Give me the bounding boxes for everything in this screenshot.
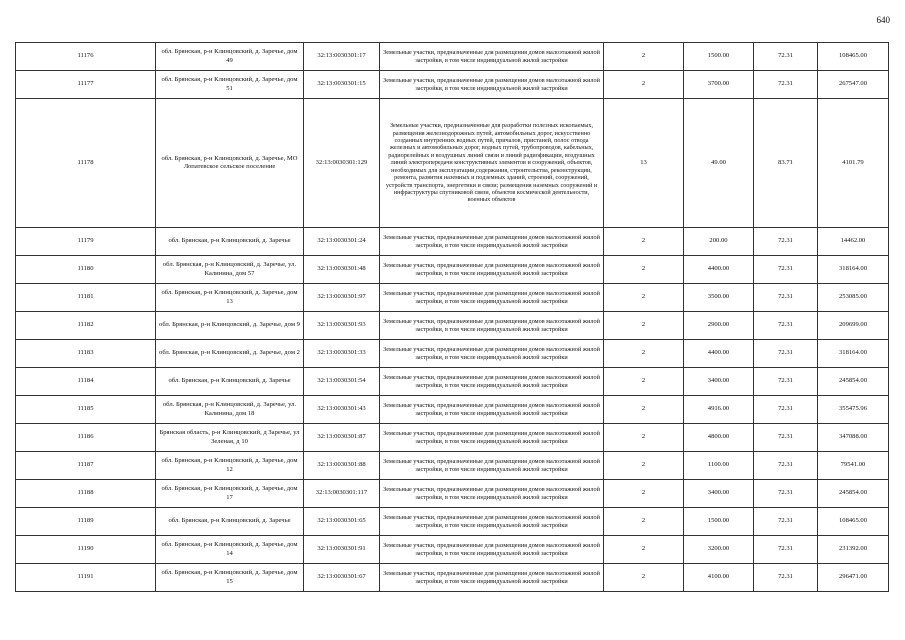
- cadastral-value-cell: 267547.00: [818, 71, 889, 99]
- specific-value-cell: 72.31: [754, 396, 818, 424]
- record-number: 11187: [16, 452, 156, 480]
- use-group-cell: 2: [604, 536, 684, 564]
- table-row: [16, 508, 889, 536]
- land-use-cell: Земельные участки, предназначенные для размещения домов малоэтажной жилой застройки, в том числе индивидуальной жилой застройки: [380, 340, 604, 368]
- record-number: 11180: [16, 256, 156, 284]
- table-row: [16, 256, 889, 284]
- cadastral-number-cell: 32:13:0030301:67: [304, 564, 380, 592]
- cadastral-number-cell: 32:13:0030301:24: [304, 228, 380, 256]
- cadastral-value-cell: 253085.00: [818, 284, 889, 312]
- land-registry-table: [15, 42, 889, 592]
- table-row: [16, 396, 889, 424]
- area-cell: 4400.00: [684, 340, 754, 368]
- use-group-cell: 13: [604, 99, 684, 228]
- record-number: 11177: [16, 71, 156, 99]
- cadastral-value-cell: 245854.00: [818, 368, 889, 396]
- table-row: [16, 71, 889, 99]
- area-cell: 49.00: [684, 99, 754, 228]
- land-use-cell: Земельные участки, предназначенные для размещения домов малоэтажной жилой застройки, в том числе индивидуальной жилой застройки: [380, 452, 604, 480]
- area-cell: 1500.00: [684, 508, 754, 536]
- record-number: 11178: [16, 99, 156, 228]
- cadastral-value-cell: 209699.00: [818, 312, 889, 340]
- cadastral-number-cell: 32:13:0030301:87: [304, 424, 380, 452]
- cadastral-number-cell: 32:13:0030301:15: [304, 71, 380, 99]
- area-cell: 3400.00: [684, 480, 754, 508]
- specific-value-cell: 72.31: [754, 312, 818, 340]
- area-cell: 3700.00: [684, 71, 754, 99]
- area-cell: 2900.00: [684, 312, 754, 340]
- address-cell: Брянская область, р-н Клинцовский, д Заречье, ул Зеленая, д 10: [156, 424, 304, 452]
- table-row: [16, 564, 889, 592]
- land-use-cell: Земельные участки, предназначенные для размещения домов малоэтажной жилой застройки, в том числе индивидуальной жилой застройки: [380, 71, 604, 99]
- use-group-cell: 2: [604, 396, 684, 424]
- land-use-cell: Земельные участки, предназначенные для размещения домов малоэтажной жилой застройки, в том числе индивидуальной жилой застройки: [380, 312, 604, 340]
- table-row: [16, 536, 889, 564]
- specific-value-cell: 83.71: [754, 99, 818, 228]
- cadastral-value-cell: 318164.00: [818, 340, 889, 368]
- record-number: 11188: [16, 480, 156, 508]
- record-number: 11181: [16, 284, 156, 312]
- use-group-cell: 2: [604, 256, 684, 284]
- table-row: [16, 452, 889, 480]
- cadastral-value-cell: 318164.00: [818, 256, 889, 284]
- specific-value-cell: 72.31: [754, 452, 818, 480]
- table-row: [16, 340, 889, 368]
- use-group-cell: 2: [604, 480, 684, 508]
- specific-value-cell: 72.31: [754, 71, 818, 99]
- record-number: 11185: [16, 396, 156, 424]
- area-cell: 4400.00: [684, 256, 754, 284]
- specific-value-cell: 72.31: [754, 536, 818, 564]
- land-use-cell: Земельные участки, предназначенные для размещения домов малоэтажной жилой застройки, в том числе индивидуальной жилой застройки: [380, 536, 604, 564]
- specific-value-cell: 72.31: [754, 340, 818, 368]
- specific-value-cell: 72.31: [754, 480, 818, 508]
- specific-value-cell: 72.31: [754, 564, 818, 592]
- cadastral-value-cell: 108465.00: [818, 508, 889, 536]
- cadastral-number-cell: 32:13:0030301:54: [304, 368, 380, 396]
- address-cell: обл. Брянская, р-н Клинцовский, д. Заречье, дом 13: [156, 284, 304, 312]
- use-group-cell: 2: [604, 452, 684, 480]
- use-group-cell: 2: [604, 368, 684, 396]
- cadastral-number-cell: 32:13:0030301:33: [304, 340, 380, 368]
- record-number: 11190: [16, 536, 156, 564]
- table-row: [16, 284, 889, 312]
- cadastral-value-cell: 231392.00: [818, 536, 889, 564]
- area-cell: 4800.00: [684, 424, 754, 452]
- land-use-cell: Земельные участки, предназначенные для размещения домов малоэтажной жилой застройки, в том числе индивидуальной жилой застройки: [380, 284, 604, 312]
- cadastral-value-cell: 108465.00: [818, 43, 889, 71]
- cadastral-value-cell: 347088.00: [818, 424, 889, 452]
- use-group-cell: 2: [604, 43, 684, 71]
- specific-value-cell: 72.31: [754, 508, 818, 536]
- table-row: [16, 312, 889, 340]
- use-group-cell: 2: [604, 228, 684, 256]
- record-number: 11179: [16, 228, 156, 256]
- land-use-cell: Земельные участки, предназначенные для размещения домов малоэтажной жилой застройки, в том числе индивидуальной жилой застройки: [380, 368, 604, 396]
- record-number: 11184: [16, 368, 156, 396]
- specific-value-cell: 72.31: [754, 284, 818, 312]
- cadastral-value-cell: 4101.79: [818, 99, 889, 228]
- land-use-cell: Земельные участки, предназначенные для размещения домов малоэтажной жилой застройки, в том числе индивидуальной жилой застройки: [380, 424, 604, 452]
- land-use-cell: Земельные участки, предназначенные для размещения домов малоэтажной жилой застройки, в том числе индивидуальной жилой застройки: [380, 396, 604, 424]
- address-cell: обл. Брянская, р-н Клинцовский, д. Заречье, дом 17: [156, 480, 304, 508]
- use-group-cell: 2: [604, 508, 684, 536]
- address-cell: обл. Брянская, р-н Клинцовский, д. Заречье, дом 12: [156, 452, 304, 480]
- record-number: 11176: [16, 43, 156, 71]
- address-cell: обл. Брянская, р-н Клинцовский, д. Заречье: [156, 508, 304, 536]
- cadastral-value-cell: 355475.96: [818, 396, 889, 424]
- table-body: [16, 43, 889, 592]
- cadastral-value-cell: 79541.00: [818, 452, 889, 480]
- table-row: [16, 99, 889, 228]
- specific-value-cell: 72.31: [754, 368, 818, 396]
- address-cell: обл. Брянская, р-н Клинцовский, д. Заречье, дом 9: [156, 312, 304, 340]
- cadastral-number-cell: 32:13:0030301:17: [304, 43, 380, 71]
- cadastral-number-cell: 32:13:0030301:93: [304, 312, 380, 340]
- address-cell: обл. Брянская, р-н Клинцовский, д. Заречье, дом 14: [156, 536, 304, 564]
- address-cell: обл. Брянская, р-н Клинцовский, д. Заречье: [156, 368, 304, 396]
- use-group-cell: 2: [604, 312, 684, 340]
- land-use-cell: Земельные участки, предназначенные для разработки полезных ископаемых, размещения железнодорожных путей, автомобильных дорог, искусственно созданных внутренних водных путей, причалов, пристаней, полос отвода железных и автомобильных дорог, водных путей, трубопроводов, кабельных, радиорелейных и воздушных линий связи и линий радиофикации, воздушных линий электропередачи конструктивных элементов и сооружений, объектов, необходимых для эксплуатации,содержания, строительства, реконструкции, ремонта, развития наземных и подземных зданий, строений, сооружений, устройств транспорта, энергетики и связи; размещения наземных сооружений и инфраструктуры спутниковой связи, объектов космической деятельности, военных объектов: [380, 99, 604, 228]
- table-row: [16, 480, 889, 508]
- address-cell: обл. Брянская, р-н Клинцовский, д. Заречье, МО Лопатевское сельское поселение: [156, 99, 304, 228]
- table-row: [16, 368, 889, 396]
- use-group-cell: 2: [604, 340, 684, 368]
- page-number: 640: [876, 15, 890, 25]
- cadastral-number-cell: 32:13:0030301:117: [304, 480, 380, 508]
- land-use-cell: Земельные участки, предназначенные для размещения домов малоэтажной жилой застройки, в том числе индивидуальной жилой застройки: [380, 256, 604, 284]
- cadastral-number-cell: 32:13:0030301:91: [304, 536, 380, 564]
- land-use-cell: Земельные участки, предназначенные для размещения домов малоэтажной жилой застройки, в том числе индивидуальной жилой застройки: [380, 508, 604, 536]
- use-group-cell: 2: [604, 564, 684, 592]
- cadastral-number-cell: 32:13:0030301:65: [304, 508, 380, 536]
- use-group-cell: 2: [604, 284, 684, 312]
- address-cell: обл. Брянская, р-н Клинцовский, д. Заречье: [156, 228, 304, 256]
- cadastral-number-cell: 32:13:0030301:129: [304, 99, 380, 228]
- table-row: [16, 424, 889, 452]
- cadastral-value-cell: 245854.00: [818, 480, 889, 508]
- record-number: 11186: [16, 424, 156, 452]
- cadastral-number-cell: 32:13:0030301:97: [304, 284, 380, 312]
- use-group-cell: 2: [604, 424, 684, 452]
- area-cell: 1500.00: [684, 43, 754, 71]
- land-use-cell: Земельные участки, предназначенные для размещения домов малоэтажной жилой застройки, в том числе индивидуальной жилой застройки: [380, 480, 604, 508]
- address-cell: обл. Брянская, р-н Клинцовский, д. Заречье, ул. Калинина, дом 57: [156, 256, 304, 284]
- cadastral-number-cell: 32:13:0030301:88: [304, 452, 380, 480]
- record-number: 11189: [16, 508, 156, 536]
- address-cell: обл. Брянская, р-н Клинцовский, д. Заречье, дом 51: [156, 71, 304, 99]
- address-cell: обл. Брянская, р-н Клинцовский, д. Заречье, ул. Калинина, дом 18: [156, 396, 304, 424]
- area-cell: 3400.00: [684, 368, 754, 396]
- area-cell: 1100.00: [684, 452, 754, 480]
- land-use-cell: Земельные участки, предназначенные для размещения домов малоэтажной жилой застройки, в том числе индивидуальной жилой застройки: [380, 228, 604, 256]
- area-cell: 4100.00: [684, 564, 754, 592]
- address-cell: обл. Брянская, р-н Клинцовский, д. Заречье, дом 49: [156, 43, 304, 71]
- table-row: [16, 228, 889, 256]
- specific-value-cell: 72.31: [754, 256, 818, 284]
- table-row: [16, 43, 889, 71]
- land-use-cell: Земельные участки, предназначенные для размещения домов малоэтажной жилой застройки, в том числе индивидуальной жилой застройки: [380, 43, 604, 71]
- area-cell: 200.00: [684, 228, 754, 256]
- cadastral-value-cell: 14462.00: [818, 228, 889, 256]
- record-number: 11191: [16, 564, 156, 592]
- specific-value-cell: 72.31: [754, 228, 818, 256]
- cadastral-number-cell: 32:13:0030301:48: [304, 256, 380, 284]
- cadastral-value-cell: 296471.00: [818, 564, 889, 592]
- land-use-cell: Земельные участки, предназначенные для размещения домов малоэтажной жилой застройки, в том числе индивидуальной жилой застройки: [380, 564, 604, 592]
- address-cell: обл. Брянская, р-н Клинцовский, д. Заречье, дом 2: [156, 340, 304, 368]
- area-cell: 4916.00: [684, 396, 754, 424]
- use-group-cell: 2: [604, 71, 684, 99]
- record-number: 11182: [16, 312, 156, 340]
- area-cell: 3200.00: [684, 536, 754, 564]
- address-cell: обл. Брянская, р-н Клинцовский, д. Заречье, дом 15: [156, 564, 304, 592]
- cadastral-number-cell: 32:13:0030301:43: [304, 396, 380, 424]
- specific-value-cell: 72.31: [754, 43, 818, 71]
- specific-value-cell: 72.31: [754, 424, 818, 452]
- area-cell: 3500.00: [684, 284, 754, 312]
- record-number: 11183: [16, 340, 156, 368]
